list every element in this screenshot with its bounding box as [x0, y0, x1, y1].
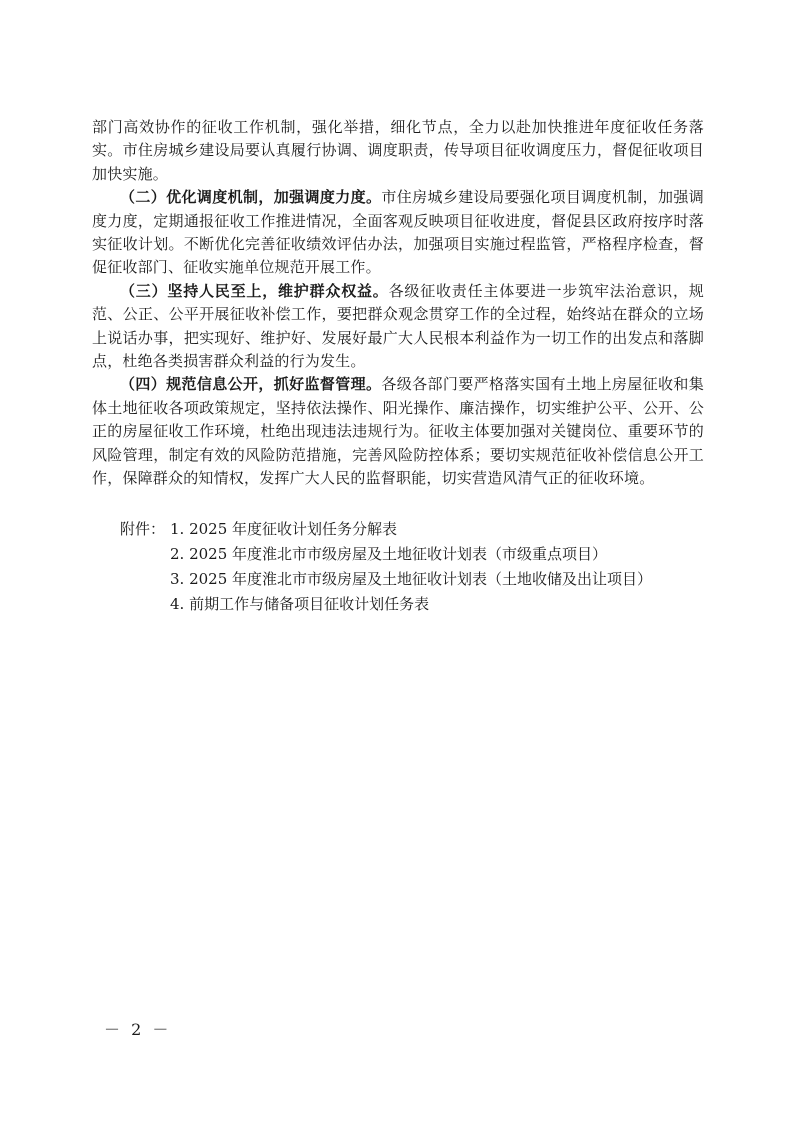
attachment-indent: [120, 592, 170, 617]
paragraph-heading: （三）坚持人民至上，维护群众权益。: [120, 281, 389, 300]
attachment-item: [120, 517, 680, 542]
attachment-item: [120, 567, 680, 592]
attachment-title: 4. 前期工作与储备项目征收计划任务表: [170, 595, 430, 613]
paragraph-text: 市住房城乡建设局要强化项目调度机制，加强调度力度，定期通报征收工作推进情况，全面客观反映项目征收进度，督促县区政府按序时落实征收计划。不断优化完善征收绩效评估办法，加强项目实施过程监管，严格程序检查，督促征收部门、征收实施单位规范开展工作。: [92, 188, 705, 277]
paragraph-2: [92, 186, 704, 280]
paragraph-3: [92, 280, 704, 374]
attachment-title: 1. 2025 年度征收计划任务分解表: [170, 520, 398, 538]
attachments-list: [120, 517, 680, 617]
attachment-indent: [120, 567, 170, 592]
attachments-label: 附件：: [120, 520, 166, 538]
attachment-title: 3. 2025 年度淮北市市级房屋及土地征收计划表（土地收储及出让项目）: [170, 570, 653, 588]
paragraph-text: 部门高效协作的征收工作机制，强化举措，细化节点，全力以赴加快推进年度征收任务落实。市住房城乡建设局要认真履行协调、调度职责，传导项目征收调度压力，督促征收项目加快实施。: [92, 118, 704, 183]
body-text: [92, 116, 704, 491]
attachment-title: 2. 2025 年度淮北市市级房屋及土地征收计划表（市级重点项目）: [170, 545, 608, 563]
paragraph-continuation: [92, 116, 704, 186]
paragraph-4: [92, 373, 704, 490]
paragraph-heading: （四）规范信息公开，抓好监督管理。: [120, 375, 382, 394]
paragraph-heading: （二）优化调度机制，加强调度力度。: [120, 188, 382, 207]
paragraph-text: 各级各部门要严格落实国有土地上房屋征收和集体土地征收各项政策规定，坚持依法操作、阳光操作、廉洁操作，切实维护公平、公开、公正的房屋征收工作环境，杜绝出现违法违规行为。征收主体要加强对关键岗位、重要环节的风险管理，制定有效的风险防范措施，完善风险防控体系；要切实规范征收补偿信息公开工作，保障群众的知情权，发挥广大人民的监督职能，切实营造风清气正的征收环境。: [92, 375, 705, 488]
attachment-indent: [120, 542, 170, 567]
attachment-item: [120, 592, 680, 617]
attachment-item: [120, 542, 680, 567]
page-number: － 2 －: [104, 1020, 172, 1039]
paragraph-text: 各级征收责任主体要进一步筑牢法治意识，规范、公正、公平开展征收补偿工作，要把群众观念贯穿工作的全过程，始终站在群众的立场上说话办事，把实现好、维护好、发展好最广大人民根本利益作为一切工作的出发点和落脚点，杜绝各类损害群众利益的行为发生。: [92, 281, 704, 371]
